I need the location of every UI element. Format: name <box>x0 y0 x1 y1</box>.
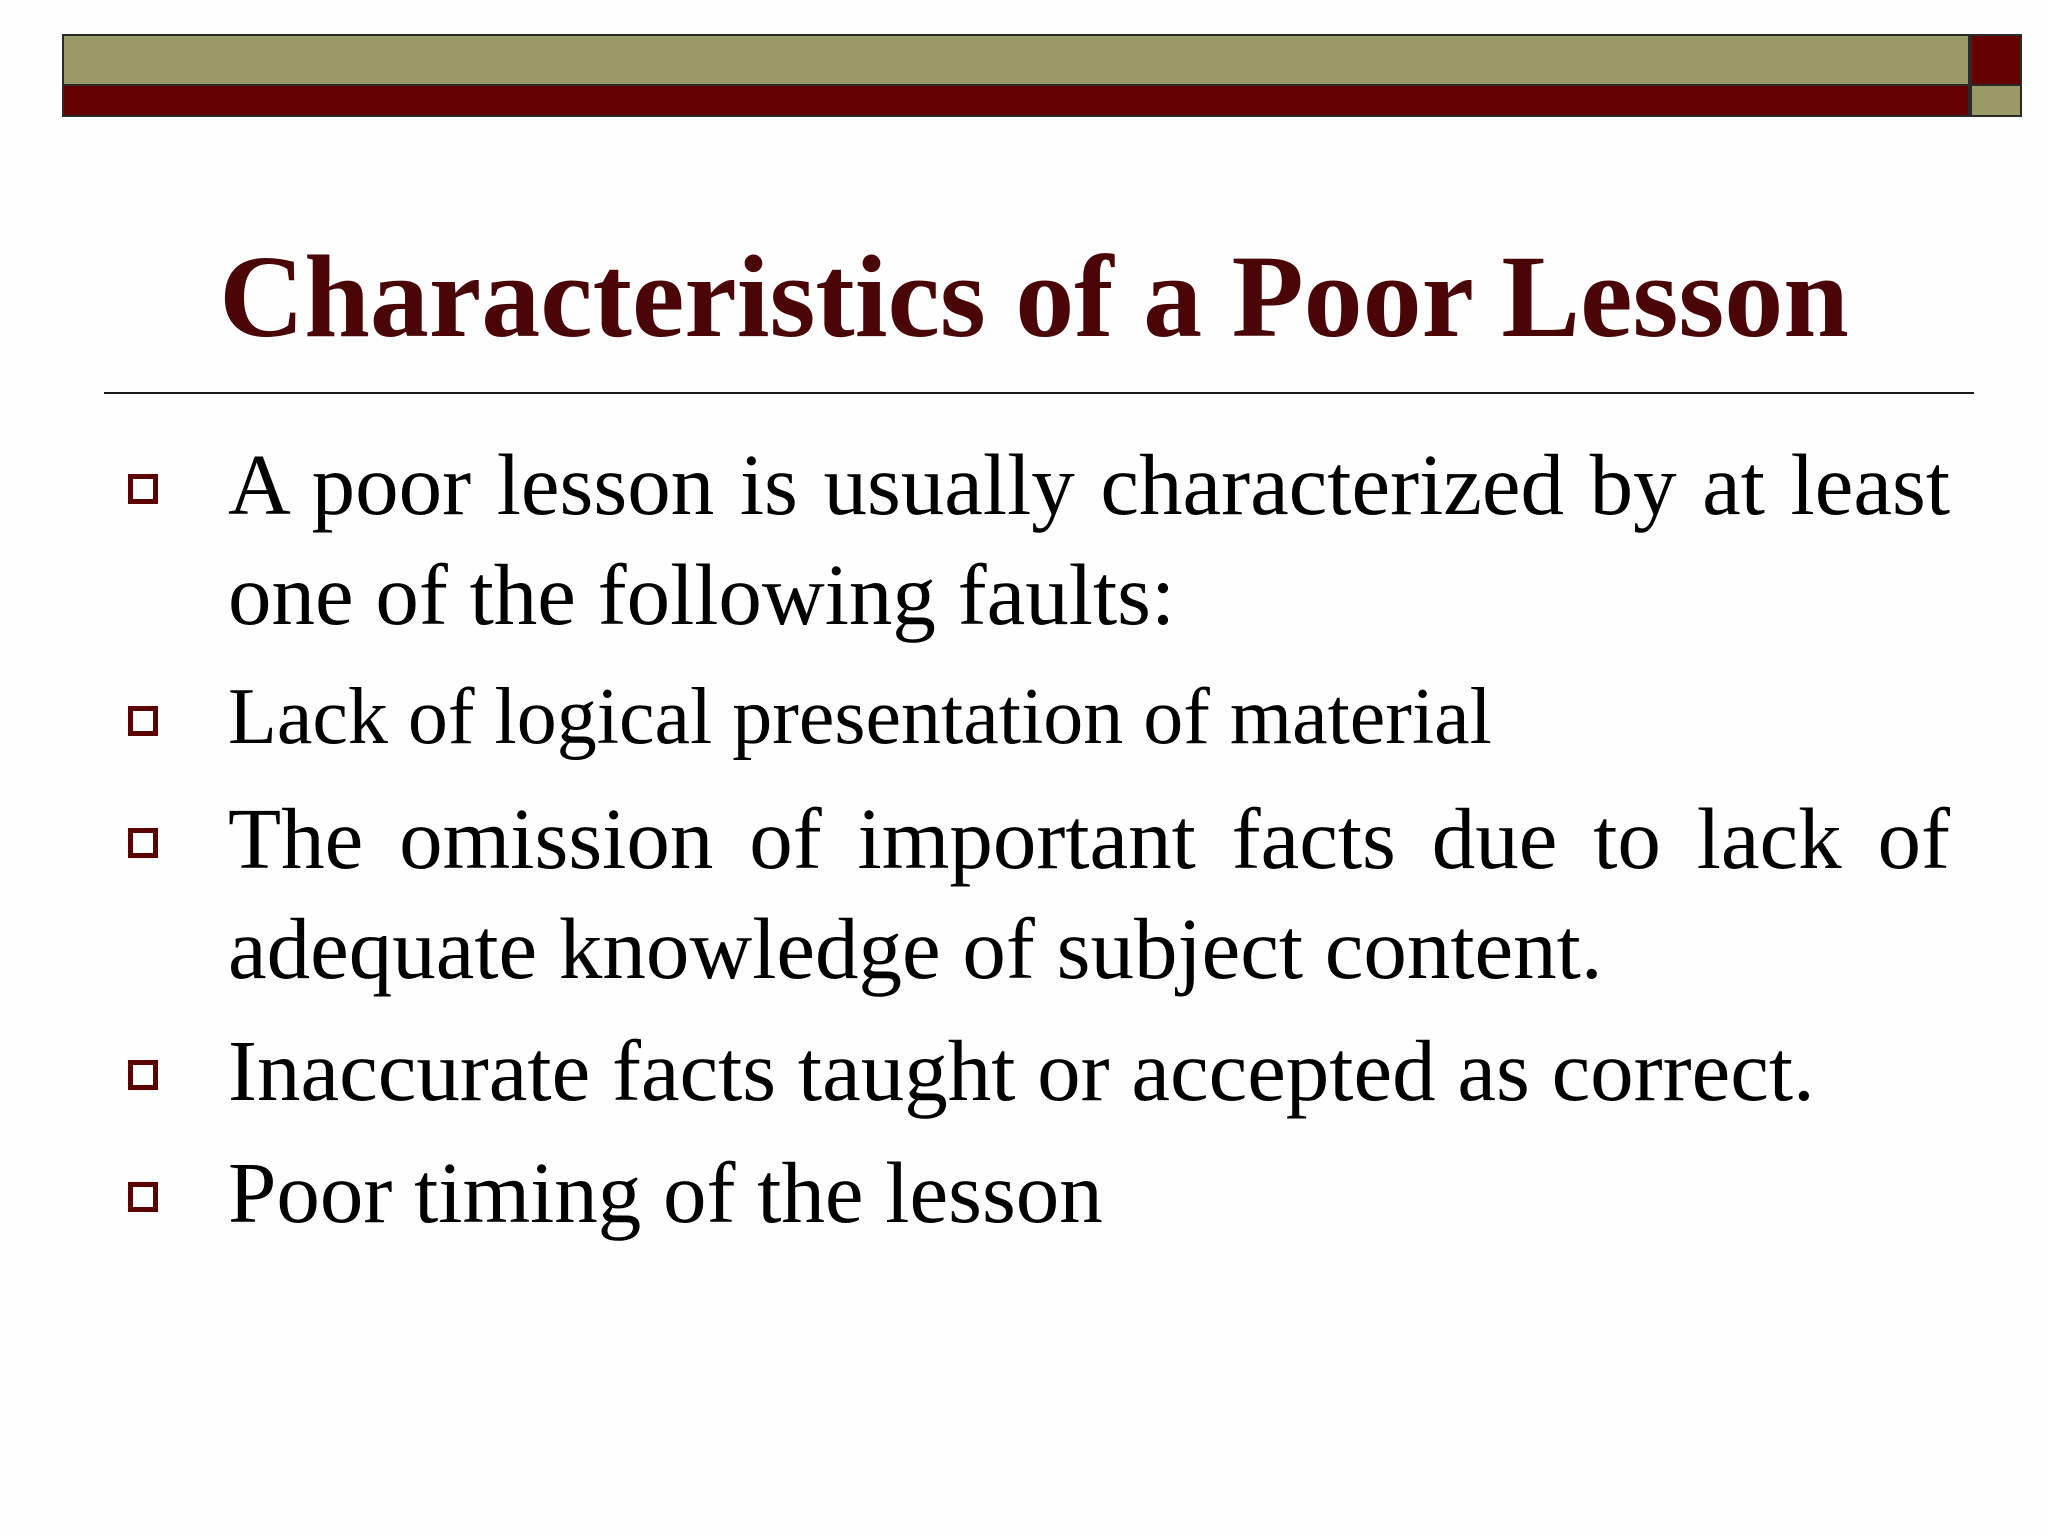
header-corner-square-olive <box>1970 86 2022 117</box>
slide-title: Characteristics of a Poor Lesson <box>219 231 1849 362</box>
header-bar-maroon <box>62 86 1970 117</box>
list-item <box>120 430 1950 650</box>
header-bar-olive <box>62 34 1970 86</box>
list-item <box>120 784 1950 1004</box>
square-bullet-icon <box>128 828 158 858</box>
bullet-text: Poor timing of the lesson <box>228 1144 1103 1241</box>
square-bullet-icon <box>128 1060 158 1090</box>
bullet-text: Inaccurate facts taught or accepted as correct. <box>228 1022 1815 1119</box>
square-bullet-icon <box>128 1182 158 1212</box>
bullet-list <box>120 430 1950 1260</box>
list-item <box>120 1138 1950 1248</box>
bullet-text: The omission of important facts due to lack of adequate knowledge of subject content. <box>228 790 1950 997</box>
square-bullet-icon <box>128 706 158 736</box>
bullet-text: Lack of logical presentation of material <box>228 673 1492 761</box>
list-item <box>120 1016 1950 1126</box>
title-divider <box>104 392 1974 394</box>
header-corner-square-maroon <box>1970 34 2022 86</box>
bullet-text: A poor lesson is usually characterized by at least one of the following faults: <box>228 436 1950 643</box>
square-bullet-icon <box>128 474 158 504</box>
list-item <box>120 662 1950 772</box>
